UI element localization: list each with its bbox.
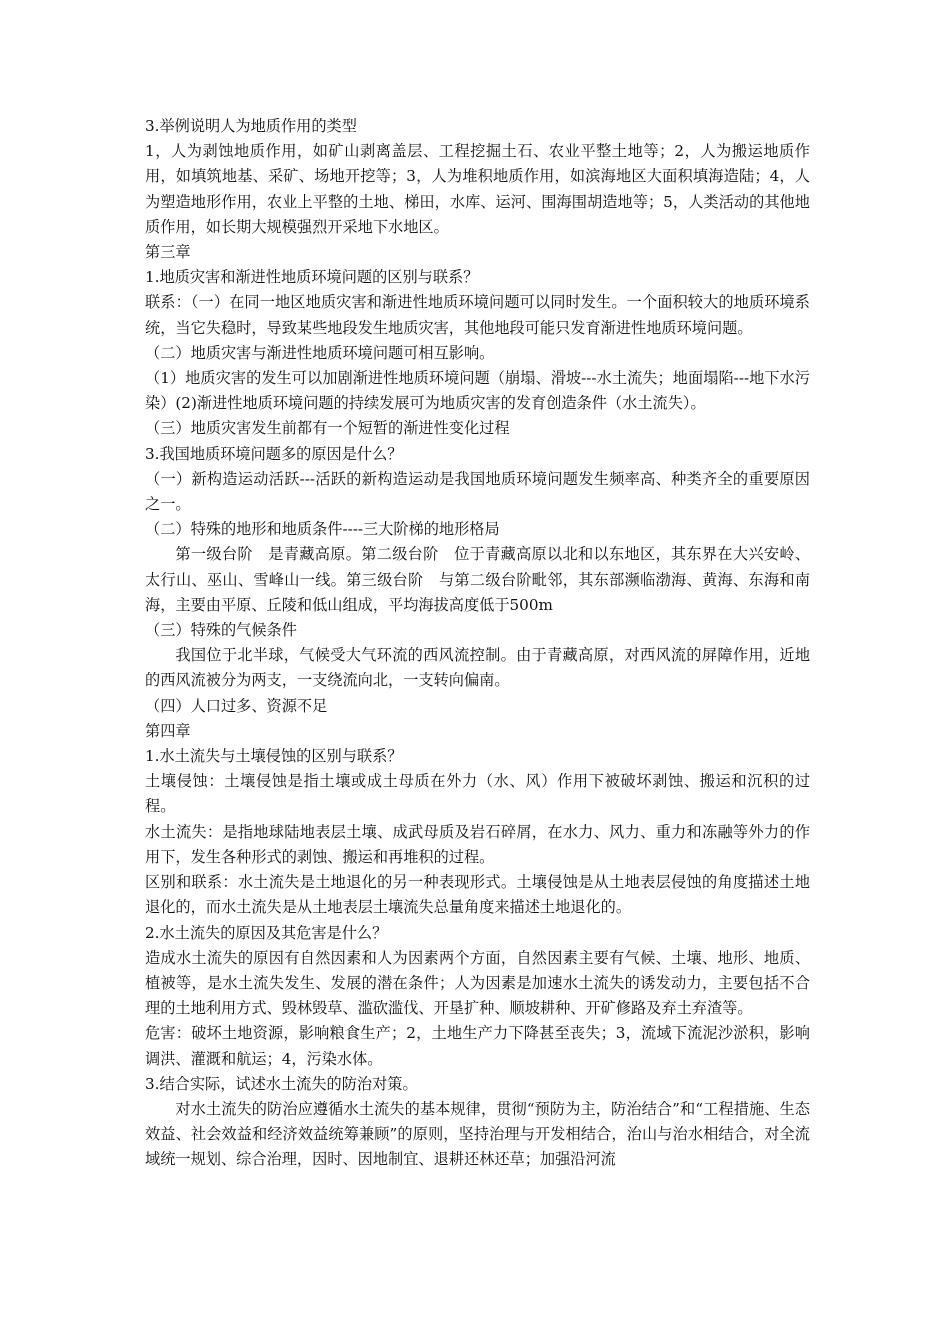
- paragraph-18: 土壤侵蚀：土壤侵蚀是指土壤或成土母质在外力（水、风）作用下被破坏剥蚀、搬运和沉积的过程。: [145, 772, 810, 816]
- paragraph-22: 造成水土流失的原因有自然因素和人为因素两个方面，自然因素主要有气候、土壤、地形、地质、植被等，是水土流失发生、发展的潜在条件；人为因素是加速水土流失的诱发动力，主要包括不合理的土地利用方式、毁林毁草、滥砍滥伐、开垦扩种、顺坡耕种、开矿修路及弃土弃渣等。: [145, 948, 810, 1018]
- paragraph-20: 区别和联系：水土流失是土地退化的另一种表现形式。土壤侵蚀是从土地表层侵蚀的角度描述土地退化的，而水土流失是从土地表层土壤流失总量角度来描述土地退化的。: [145, 873, 810, 917]
- paragraph-8: （三）地质灾害发生前都有一个短暂的渐进性变化过程: [145, 419, 510, 438]
- document-page: [145, 114, 810, 1173]
- paragraph-5: 联系：（一）在同一地区地质灾害和渐进性地质环境问题可以同时发生。一个面积较大的地质环境系统，当它失稳时，导致某些地段发生地质灾害，其他地段可能只发育渐进性地质环境问题。: [145, 293, 810, 337]
- paragraph-24: 3.结合实际，试述水土流失的防治对策。: [145, 1074, 418, 1093]
- paragraph-17: 1.水土流失与土壤侵蚀的区别与联系？: [145, 747, 403, 766]
- paragraph-21: 2.水土流失的原因及其危害是什么？: [145, 923, 388, 942]
- paragraph-23: 危害：破坏土地资源，影响粮食生产；2，土地生产力下降甚至丧失；3，流域下流泥沙淤积，影响调洪、灌溉和航运；4，污染水体。: [145, 1024, 810, 1068]
- paragraph-7: （1）地质灾害的发生可以加剧渐进性地质环境问题（崩塌、滑坡---水土流失；地面塌陷---地下水污染）(2)渐进性地质环境问题的持续发展可为地质灾害的发育创造条件（水土流失）。: [145, 369, 810, 413]
- paragraph-6: （二）地质灾害与渐进性地质环境问题可相互影响。: [145, 343, 495, 362]
- paragraph-12: 第一级台阶 是青藏高原。第二级台阶 位于青藏高原以北和以东地区，其东界在大兴安岭、太行山、巫山、雪峰山一线。第三级台阶 与第二级台阶毗邻，其东部濒临渤海、黄海、东海和南海，主要由平原、丘陵和低山组成，平均海拔高度低于500m: [145, 545, 810, 614]
- paragraph-16: 第四章: [145, 721, 191, 740]
- paragraph-19: 水土流失：是指地球陆地表层土壤、成武母质及岩石碎屑，在水力、风力、重力和冻融等外力的作用下，发生各种形式的剥蚀、搬运和再堆积的过程。: [145, 822, 810, 866]
- paragraph-13: （三）特殊的气候条件: [145, 621, 297, 640]
- paragraph-2: 1，人为剥蚀地质作用，如矿山剥离盖层、工程挖掘土石、农业平整土地等；2，人为搬运地质作用，如填筑地基、采矿、场地开挖等；3，人为堆积地质作用，如滨海地区大面积填海造陆；4，人为塑造地形作用，农业上平整的土地、梯田，水库、运河、围海围胡造地等；5，人类活动的其他地质作用，如长期大规模强烈开采地下水地区。: [145, 142, 810, 236]
- paragraph-9: 3.我国地质环境问题多的原因是什么？: [145, 444, 403, 463]
- paragraph-14: 我国位于北半球，气候受大气环流的西风流控制。由于青藏高原，对西风流的屏障作用，近地的西风流被分为两支，一支绕流向北，一支转向偏南。: [145, 646, 810, 690]
- paragraph-11: （二）特殊的地形和地质条件----三大阶梯的地形格局: [145, 520, 500, 539]
- paragraph-15: （四）人口过多、资源不足: [145, 696, 328, 715]
- paragraph-10: （一）新构造运动活跃---活跃的新构造运动是我国地质环境问题发生频率高、种类齐全的重要原因之一。: [145, 469, 810, 514]
- paragraph-4: 1.地质灾害和渐进性地质环境问题的区别与联系？: [145, 268, 479, 287]
- paragraph-1: 3.举例说明人为地质作用的类型: [145, 117, 357, 135]
- paragraph-3: 第三章: [145, 243, 191, 262]
- paragraph-25: 对水土流失的防治应遵循水土流失的基本规律，贯彻“预防为主，防治结合”和“工程措施、生态效益、社会效益和经济效益统筹兼顾”的原则，坚持治理与开发相结合，治山与治水相结合，对全流域统一规划、综合治理，因时、因地制宜、退耕还林还草；加强沿河流: [145, 1099, 810, 1169]
